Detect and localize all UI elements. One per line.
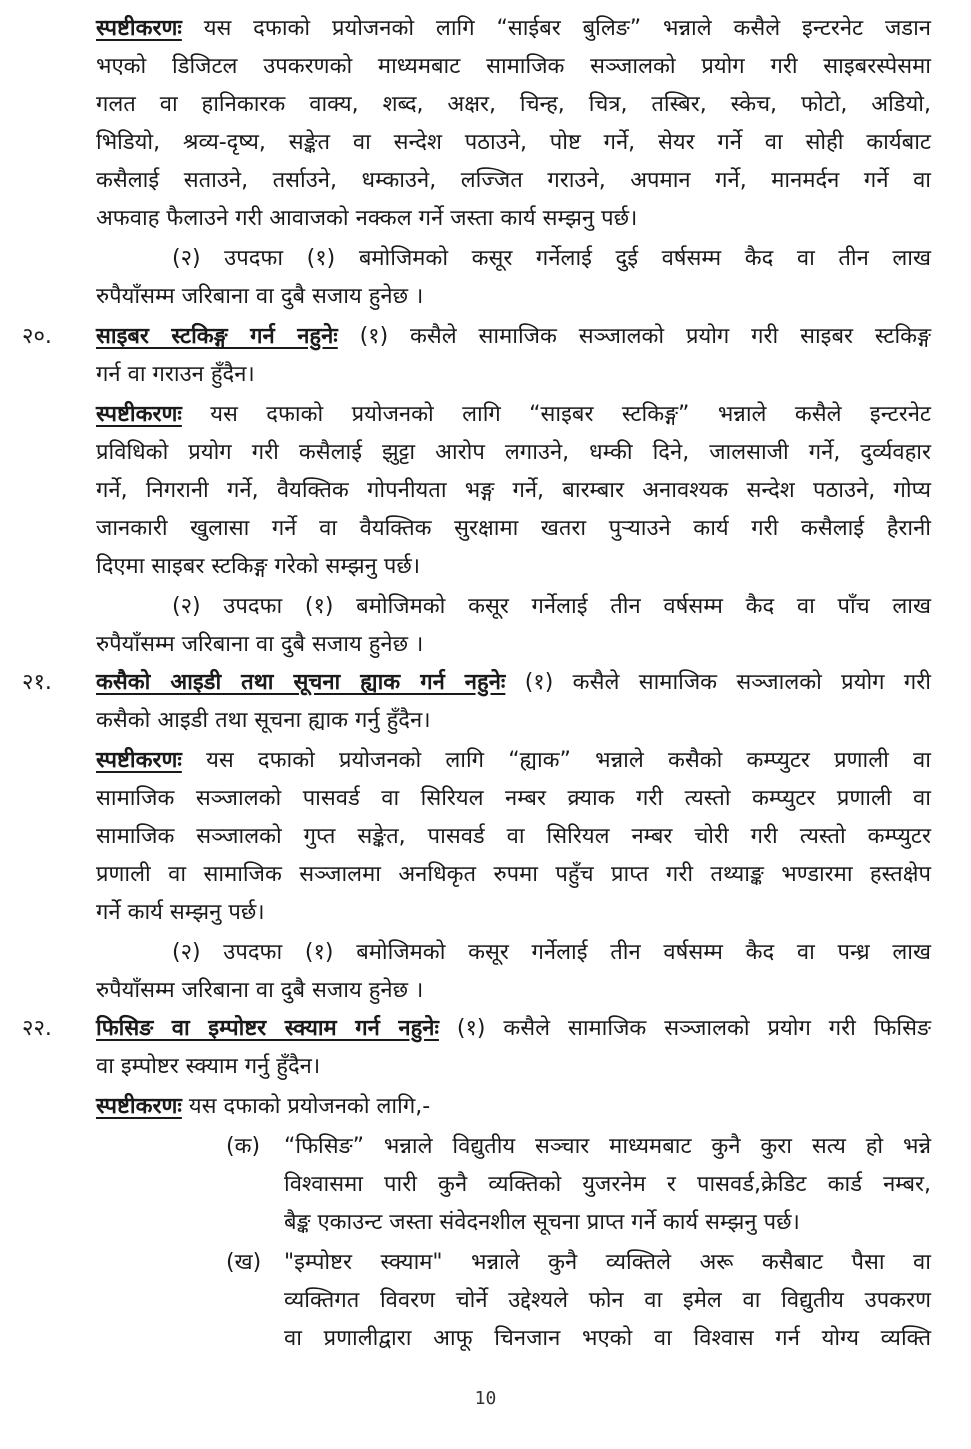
item-line: "इम्पोष्टर स्क्याम" भन्नाले कुनै व्यक्तिले अरू कसैबाट पैसा वा (284, 1250, 931, 1275)
section-title: कसैको आइडी तथा सूचना ह्याक गर्न नहुनेः (96, 670, 506, 695)
section-title: फिसिङ वा इम्पोष्टर स्क्याम गर्न नहुनेः (96, 1016, 439, 1041)
section-text: (१) कसैले सामाजिक सञ्जालको प्रयोग गरी साइबर स्टकिङ्ग (359, 324, 932, 349)
paragraph-line: सामाजिक सञ्जालको गुप्त सङ्केत, पासवर्ड वा सिरियल नम्बर चोरी गरी त्यस्तो कम्प्युटर (96, 824, 931, 849)
subsection-2-line: रुपैयाँसम्म जरिबाना वा दुबै सजाय हुनेछ । (96, 284, 424, 309)
paragraph-line: वा इम्पोष्टर स्क्याम गर्नु हुँदैन। (96, 1054, 321, 1079)
paragraph-line: कसैलाई सताउने, तर्साउने, धम्काउने, लज्जित गराउने, अपमान गर्ने, मानमर्दन गर्ने वा (96, 168, 931, 193)
subsection-2-line: (२) उपदफा (१) बमोजिमको कसूर गर्नेलाई तीन वर्षसम्म कैद वा पन्ध्र लाख (172, 940, 931, 965)
explanation-label: स्पष्टीकरणः (96, 16, 182, 41)
paragraph-line: गलत वा हानिकारक वाक्य, शब्द, अक्षर, चिन्ह, चित्र, तस्बिर, स्केच, फोटो, अडियो, (96, 92, 931, 117)
subsection-2-line: (२) उपदफा (१) बमोजिमको कसूर गर्नेलाई दुई वर्षसम्म कैद वा तीन लाख (172, 246, 931, 271)
item-label: (ख) (226, 1250, 262, 1275)
explanation-text: यस दफाको प्रयोजनको लागि “साइबर स्टकिङ्ग” भन्नाले कसैले इन्टरनेट (210, 402, 931, 427)
explanation-text: यस दफाको प्रयोजनको लागि “साईबर बुलिङ” भन्नाले कसैले इन्टरनेट जडान (203, 16, 931, 41)
section-text: (१) कसैले सामाजिक सञ्जालको प्रयोग गरी (524, 670, 931, 695)
item-line: व्यक्तिगत विवरण चोर्ने उद्देश्यले फोन वा इमेल वा विद्युतीय उपकरण (284, 1288, 931, 1313)
subsection-2-line: रुपैयाँसम्म जरिबाना वा दुबै सजाय हुनेछ । (96, 978, 424, 1003)
paragraph-line: अफवाह फैलाउने गरी आवाजको नक्कल गर्ने जस्ता कार्य सम्झनु पर्छ। (96, 206, 638, 231)
paragraph-line: दिएमा साइबर स्टकिङ्ग गरेको सम्झनु पर्छ। (96, 554, 421, 579)
paragraph-line: गर्ने कार्य सम्झनु पर्छ। (96, 900, 265, 925)
subsection-2-line: रुपैयाँसम्म जरिबाना वा दुबै सजाय हुनेछ । (96, 632, 424, 657)
section-title: साइबर स्टकिङ्ग गर्न नहुनेः (96, 324, 338, 349)
paragraph-line: प्रणाली वा सामाजिक सञ्जालमा अनधिकृत रुपमा पहुँच प्राप्त गरी तथ्याङ्क भण्डारमा हस्तक्षेप (96, 862, 931, 887)
item-line: बैङ्क एकाउन्ट जस्ता संवेदनशील सूचना प्राप्त गर्ने कार्य सम्झनु पर्छ। (284, 1210, 800, 1235)
explanation-text: यस दफाको प्रयोजनको लागि “ह्याक” भन्नाले कसैको कम्प्युटर प्रणाली वा (206, 748, 931, 773)
explanation-label: स्पष्टीकरणः (96, 1094, 182, 1119)
paragraph-line: कसैको आइडी तथा सूचना ह्याक गर्नु हुँदैन। (96, 708, 431, 733)
paragraph-line (96, 396, 931, 434)
explanation-text: यस दफाको प्रयोजनको लागि,- (188, 1094, 431, 1119)
explanation-label: स्पष्टीकरणः (96, 402, 182, 427)
paragraph-line: गर्न वा गराउन हुँदैन। (96, 362, 255, 387)
section-text: (१) कसैले सामाजिक सञ्जालको प्रयोग गरी फिसिङ (456, 1016, 931, 1041)
explanation-label: स्पष्टीकरणः (96, 748, 182, 773)
item-line: “फिसिङ” भन्नाले विद्युतीय सञ्चार माध्यमबाट कुनै कुरा सत्य हो भन्ने (284, 1134, 931, 1159)
item-line: विश्वासमा पारी कुनै व्यक्तिको युजरनेम र पासवर्ड,क्रेडिट कार्ड नम्बर, (284, 1172, 931, 1197)
section-heading-line (96, 1010, 931, 1048)
paragraph-line: सामाजिक सञ्जालको पासवर्ड वा सिरियल नम्बर क्र्याक गरी त्यस्तो कम्प्युटर प्रणाली वा (96, 786, 931, 811)
section-heading-line (96, 318, 931, 356)
paragraph-line: भएको डिजिटल उपकरणको माध्यमबाट सामाजिक सञ्जालको प्रयोग गरी साइबरस्पेसमा (96, 54, 931, 79)
item-label: (क) (226, 1134, 261, 1159)
paragraph-line (96, 1088, 430, 1126)
paragraph-line: प्रविधिको प्रयोग गरी कसैलाई झुट्टा आरोप लगाउने, धम्की दिने, जालसाजी गर्ने, दुर्व्यवहार (96, 440, 931, 465)
page-number: 10 (474, 1388, 497, 1409)
paragraph-line (96, 742, 931, 780)
paragraph-line: भिडियो, श्रव्य-दृष्य, सङ्केत वा सन्देश पठाउने, पोष्ट गर्ने, सेयर गर्ने वा सोही कार्यबाट (96, 130, 931, 155)
item-line: वा प्रणालीद्वारा आफू चिनजान भएको वा विश्वास गर्न योग्य व्यक्ति (284, 1326, 931, 1351)
section-heading-line (96, 664, 931, 702)
section-number: २२. (22, 1016, 52, 1041)
paragraph-line: गर्ने, निगरानी गर्ने, वैयक्तिक गोपनीयता भङ्ग गर्ने, बारम्बार अनावश्यक सन्देश पठाउने, गोप्य (96, 478, 931, 503)
section-number: २०. (22, 324, 52, 349)
subsection-2-line: (२) उपदफा (१) बमोजिमको कसूर गर्नेलाई तीन वर्षसम्म कैद वा पाँच लाख (172, 594, 931, 619)
paragraph-line: जानकारी खुलासा गर्ने वा वैयक्तिक सुरक्षामा खतरा पुऱ्याउने कार्य गरी कसैलाई हैरानी (96, 516, 931, 541)
paragraph-line (96, 10, 931, 48)
section-number: २१. (22, 670, 52, 695)
